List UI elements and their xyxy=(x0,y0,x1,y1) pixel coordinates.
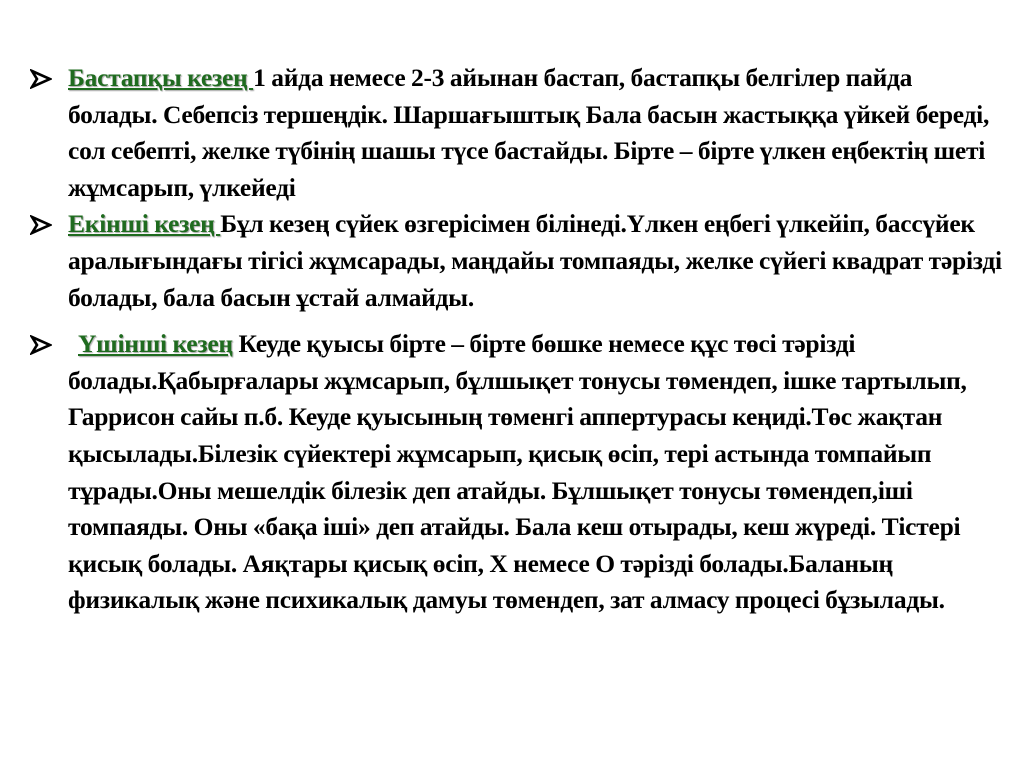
stage-heading: Екінші кезең xyxy=(68,209,221,239)
bullet-list xyxy=(30,60,1005,619)
bullet-item-second-stage xyxy=(30,206,1005,316)
arrow-bullet-icon xyxy=(30,335,52,355)
stage-heading: Үшінші кезең xyxy=(78,329,233,359)
bullet-item-initial-stage xyxy=(30,60,1005,206)
stage-description: Бұл кезең сүйек өзгерісімен білінеді.Үлкен еңбегі үлкейіп, бассүйек аралығындағы тігісі жұмсарады, маңдайы томпаяды, желке сүйегі квадрат тәрізді болады, бала басын ұстай алмайды. xyxy=(68,209,1002,312)
bullet-item-third-stage xyxy=(30,326,1005,619)
arrow-bullet-icon xyxy=(30,69,52,89)
stage-description: 1 айда немесе 2-3 айынан бастап, бастапқы белгілер пайда болады. Себепсіз тершеңдік. Шаршағыштық Бала басын жастыққа үйкей береді, сол себепті, желке түбінің шашы түсе бастайды. Бірте – бірте үлкен еңбектің шеті жұмсарып, үлкейеді xyxy=(68,63,990,202)
arrow-bullet-icon xyxy=(30,215,52,235)
stage-description: Кеуде қуысы бірте – бірте бөшке немесе құс төсі тәрізді болады.Қабырғалары жұмсарып, бұлшықет тонусы төмендеп, ішке тартылып, Гаррисон сайы п.б. Кеуде қуысының төменгі аппертурасы кеңиді.Төс жақтан қысылады.Білезік сүйектері жұмсарып, қисық өсіп, тері астында томпайып тұрады.Оны мешелдік білезік деп атайды. Бұлшықет тонусы төмендеп,іші томпаяды. Оны «бақа іші» деп атайды. Бала кеш отырады, кеш жүреді. Тістері қисық болады. Аяқтары қисық өсіп, Х немесе О тәрізді болады.Баланың физикалық және психикалық дамуы төмендеп, зат алмасу процесі бұзылады. xyxy=(68,329,967,615)
stage-heading: Бастапқы кезең xyxy=(68,63,254,92)
